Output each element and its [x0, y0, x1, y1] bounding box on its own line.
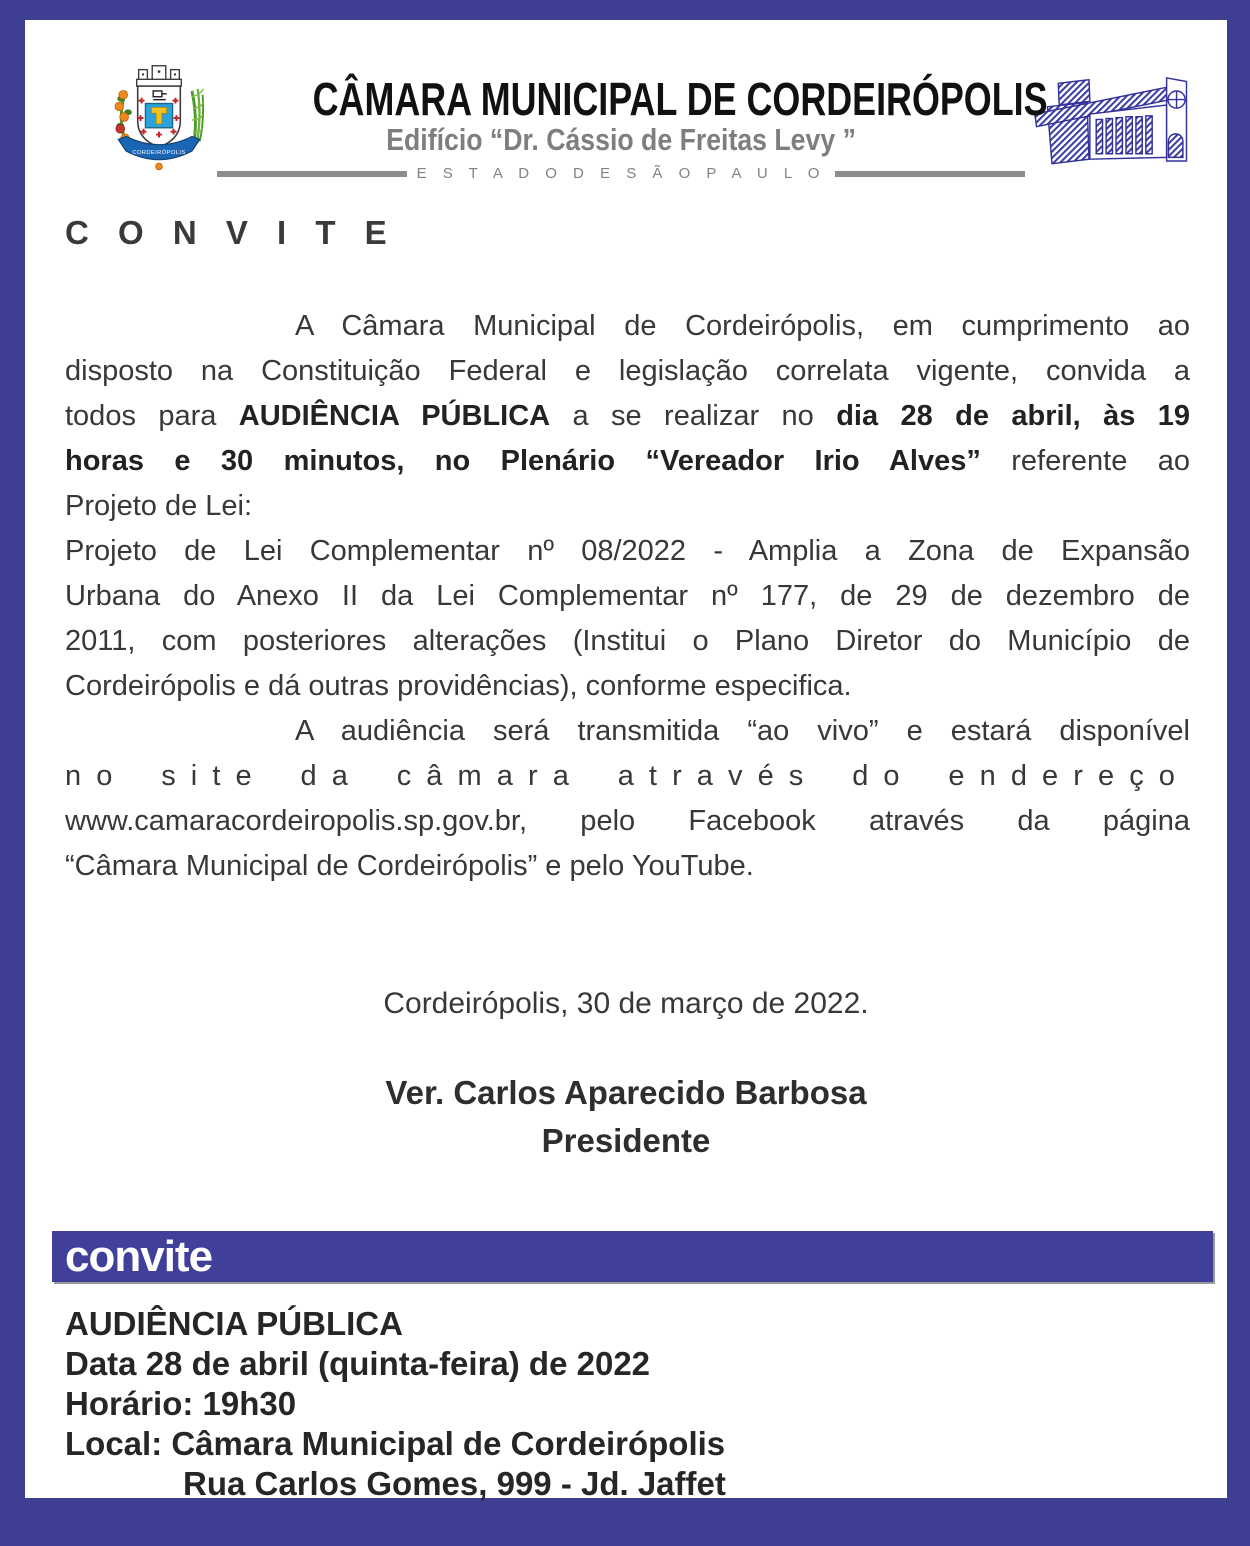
signature-block [25, 1069, 1227, 1165]
signature-name: Ver. Carlos Aparecido Barbosa [385, 1074, 867, 1111]
body-line: A audiência será transmitida “ao vivo” e estará disponível [295, 715, 1190, 747]
letterhead [25, 58, 1227, 182]
body-line: disposto na Constituição Federal e legislação correlata vigente, convida a [65, 355, 1190, 387]
event-detail-line: Rua Carlos Gomes, 999 - Jd. Jaffet [183, 1465, 726, 1502]
body-line: A Câmara Municipal de Cordeirópolis, em cumprimento ao [295, 310, 1190, 342]
building-illustration-icon [1033, 64, 1191, 174]
date-line: Cordeirópolis, 30 de março de 2022. [383, 987, 869, 1020]
event-detail-line: AUDIÊNCIA PÚBLICA [65, 1305, 403, 1342]
coat-of-arms-icon [109, 58, 209, 182]
body-line: Cordeirópolis e dá outras providências), conforme especifica. [65, 670, 852, 702]
document-heading: C O N V I T E [65, 214, 397, 251]
building-name: Edifício “Dr. Cássio de Freitas Levy ” [386, 122, 856, 157]
event-details [65, 1304, 1197, 1504]
event-detail-line: Horário: 19h30 [65, 1385, 297, 1422]
org-title: CÂMARA MUNICIPAL DE CORDEIRÓPOLIS [312, 73, 1048, 125]
event-detail-line: Data 28 de abril (quinta-feira) de 2022 [65, 1345, 651, 1382]
signature-role: Presidente [541, 1122, 711, 1159]
convite-banner [52, 1231, 1213, 1282]
divider-bar-right [835, 171, 1025, 177]
body-line: “Câmara Municipal de Cordeirópolis” e pelo YouTube. [65, 850, 754, 882]
divider-bar-left [217, 171, 407, 177]
document-sheet [25, 20, 1227, 1502]
letterhead-titles [209, 58, 1048, 182]
body-line: Projeto de Lei: [65, 490, 253, 522]
state-divider [217, 165, 1025, 182]
body-line: todos para AUDIÊNCIA PÚBLICA a se realizar no dia 28 de abril, às 19 [65, 400, 1190, 432]
body-line: Projeto de Lei Complementar nº 08/2022 - Amplia a Zona de Expansão [65, 535, 1190, 567]
body-line: Urbana do Anexo II da Lei Complementar nº 177, de 29 de dezembro de [65, 580, 1190, 612]
event-detail-line: Local: Câmara Municipal de Cordeirópolis [65, 1425, 726, 1462]
crest-ribbon-label: CORDEIRÓPOLIS [132, 149, 186, 156]
convite-banner-label: convite [65, 1231, 213, 1281]
body-line: no site da câmara através do endereço [65, 760, 1190, 792]
body-text [65, 304, 1190, 889]
body-line: horas e 30 minutos, no Plenário “Vereador Irio Alves” referente ao [65, 445, 1190, 477]
body-line: 2011, com posteriores alterações (Institui o Plano Diretor do Município de [65, 625, 1190, 657]
body-line: www.camaracordeiropolis.sp.gov.br, pelo Facebook através da página [65, 805, 1190, 837]
state-label: E S T A D O D E S Ã O P A U L O [416, 165, 826, 182]
